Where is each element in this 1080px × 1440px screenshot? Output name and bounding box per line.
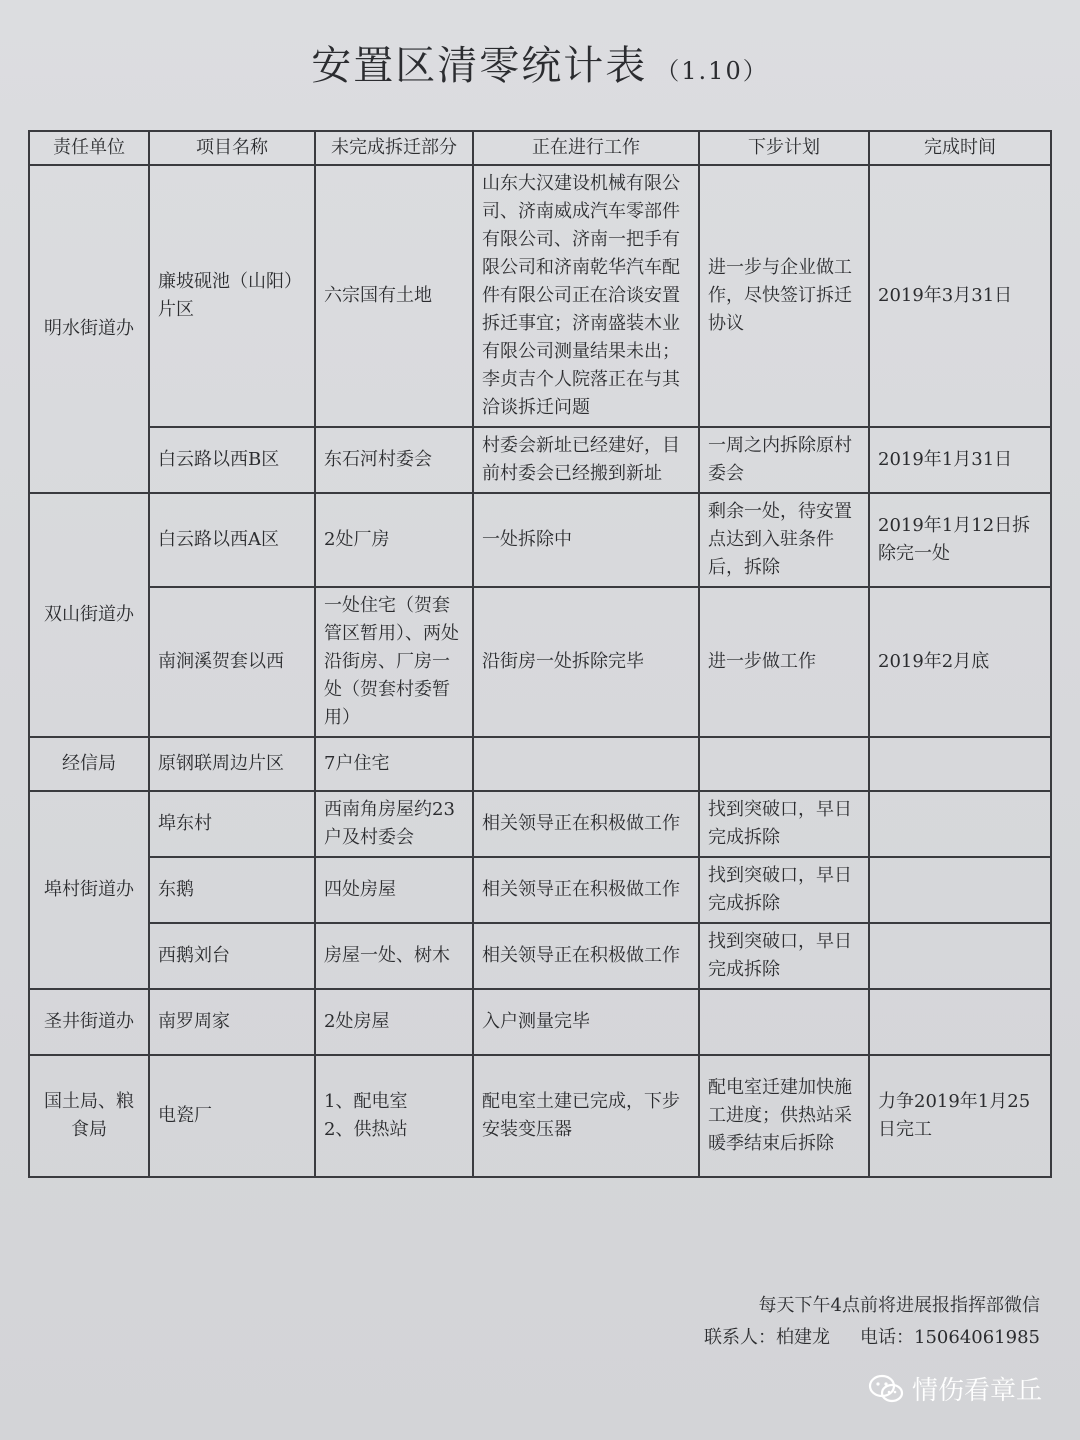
remaining-cell: 2处房屋 xyxy=(315,989,473,1055)
document-title: 安置区清零统计表 （1.10） xyxy=(311,43,769,89)
deadline-cell: 2019年1月12日拆除完一处 xyxy=(869,493,1051,587)
deadline-cell xyxy=(869,791,1051,857)
ongoing-cell: 相关领导正在积极做工作 xyxy=(473,857,699,923)
unit-cell: 经信局 xyxy=(29,737,149,791)
plan-cell: 一周之内拆除原村委会 xyxy=(699,427,869,493)
table-row xyxy=(29,587,1051,737)
ongoing-cell: 相关领导正在积极做工作 xyxy=(473,923,699,989)
plan-cell: 剩余一处，待安置点达到入驻条件后，拆除 xyxy=(699,493,869,587)
table-header-row xyxy=(29,131,1051,165)
deadline-cell: 力争2019年1月25日完工 xyxy=(869,1055,1051,1177)
plan-cell: 进一步与企业做工作，尽快签订拆迁协议 xyxy=(699,165,869,427)
ongoing-cell xyxy=(473,737,699,791)
remaining-cell: 一处住宅（贺套管区暂用）、两处沿街房、厂房一处（贺套村委暂用） xyxy=(315,587,473,737)
header-project: 项目名称 xyxy=(149,131,315,165)
remaining-cell: 1、配电室 2、供热站 xyxy=(315,1055,473,1177)
table-row xyxy=(29,165,1051,427)
project-cell: 廉坡砚池（山阳）片区 xyxy=(149,165,315,427)
deadline-cell: 2019年2月底 xyxy=(869,587,1051,737)
footer-note: 每天下午4点前将进展报指挥部微信 xyxy=(758,1295,1040,1316)
header-remaining: 未完成拆迁部分 xyxy=(315,131,473,165)
table-row xyxy=(29,989,1051,1055)
project-cell: 西鹅刘台 xyxy=(149,923,315,989)
unit-cell: 圣井街道办 xyxy=(29,989,149,1055)
footer-contact-line xyxy=(704,1322,1040,1354)
project-cell: 东鹅 xyxy=(149,857,315,923)
ongoing-cell: 山东大汉建设机械有限公司、济南威成汽车零部件有限公司、济南一把手有限公司和济南乾华汽车配件有限公司正在洽谈安置拆迁事宜；济南盛装木业有限公司测量结果未出；李贞吉个人院落正在与其洽谈拆迁问题 xyxy=(473,165,699,427)
project-cell: 白云路以西B区 xyxy=(149,427,315,493)
remaining-cell: 房屋一处、树木 xyxy=(315,923,473,989)
deadline-cell xyxy=(869,923,1051,989)
deadline-cell: 2019年1月31日 xyxy=(869,427,1051,493)
unit-cell: 国土局、粮食局 xyxy=(29,1055,149,1177)
ongoing-cell: 沿街房一处拆除完毕 xyxy=(473,587,699,737)
table-row xyxy=(29,427,1051,493)
ongoing-cell: 村委会新址已经建好，目前村委会已经搬到新址 xyxy=(473,427,699,493)
unit-cell: 埠村街道办 xyxy=(29,791,149,989)
deadline-cell xyxy=(869,737,1051,791)
header-deadline: 完成时间 xyxy=(869,131,1051,165)
remaining-cell: 西南角房屋约23户及村委会 xyxy=(315,791,473,857)
table-row xyxy=(29,791,1051,857)
wechat-icon xyxy=(868,1374,904,1404)
project-cell: 南罗周家 xyxy=(149,989,315,1055)
deadline-cell: 2019年3月31日 xyxy=(869,165,1051,427)
footer xyxy=(704,1290,1040,1354)
watermark xyxy=(868,1370,1042,1407)
watermark-text: 情伤看章丘 xyxy=(911,1376,1042,1406)
unit-cell: 双山街道办 xyxy=(29,493,149,737)
remaining-cell: 东石河村委会 xyxy=(315,427,473,493)
plan-cell: 找到突破口，早日完成拆除 xyxy=(699,857,869,923)
project-cell: 白云路以西A区 xyxy=(149,493,315,587)
footer-contact: 联系人：柏建龙 xyxy=(704,1327,831,1348)
plan-cell: 找到突破口，早日完成拆除 xyxy=(699,923,869,989)
title-date: （1.10） xyxy=(655,57,769,85)
deadline-cell xyxy=(869,989,1051,1055)
plan-cell xyxy=(699,989,869,1055)
ongoing-cell: 入户测量完毕 xyxy=(473,989,699,1055)
project-cell: 南涧溪贺套以西 xyxy=(149,587,315,737)
deadline-cell xyxy=(869,857,1051,923)
table-row xyxy=(29,1055,1051,1177)
remaining-cell: 六宗国有土地 xyxy=(315,165,473,427)
ongoing-cell: 相关领导正在积极做工作 xyxy=(473,791,699,857)
header-plan: 下步计划 xyxy=(699,131,869,165)
table-row xyxy=(29,737,1051,791)
statistics-table xyxy=(28,130,1052,1178)
remaining-cell: 四处房屋 xyxy=(315,857,473,923)
footer-phone: 电话：15064061985 xyxy=(860,1327,1040,1348)
table-row xyxy=(29,493,1051,587)
header-unit: 责任单位 xyxy=(29,131,149,165)
plan-cell: 找到突破口，早日完成拆除 xyxy=(699,791,869,857)
unit-cell: 明水街道办 xyxy=(29,165,149,493)
remaining-cell: 7户住宅 xyxy=(315,737,473,791)
header-ongoing: 正在进行工作 xyxy=(473,131,699,165)
table-row xyxy=(29,857,1051,923)
table-row xyxy=(29,923,1051,989)
project-cell: 电瓷厂 xyxy=(149,1055,315,1177)
project-cell: 埠东村 xyxy=(149,791,315,857)
ongoing-cell: 配电室土建已完成，下步安装变压器 xyxy=(473,1055,699,1177)
plan-cell xyxy=(699,737,869,791)
remaining-cell: 2处厂房 xyxy=(315,493,473,587)
project-cell: 原钢联周边片区 xyxy=(149,737,315,791)
ongoing-cell: 一处拆除中 xyxy=(473,493,699,587)
plan-cell: 配电室迁建加快施工进度；供热站采暖季结束后拆除 xyxy=(699,1055,869,1177)
plan-cell: 进一步做工作 xyxy=(699,587,869,737)
